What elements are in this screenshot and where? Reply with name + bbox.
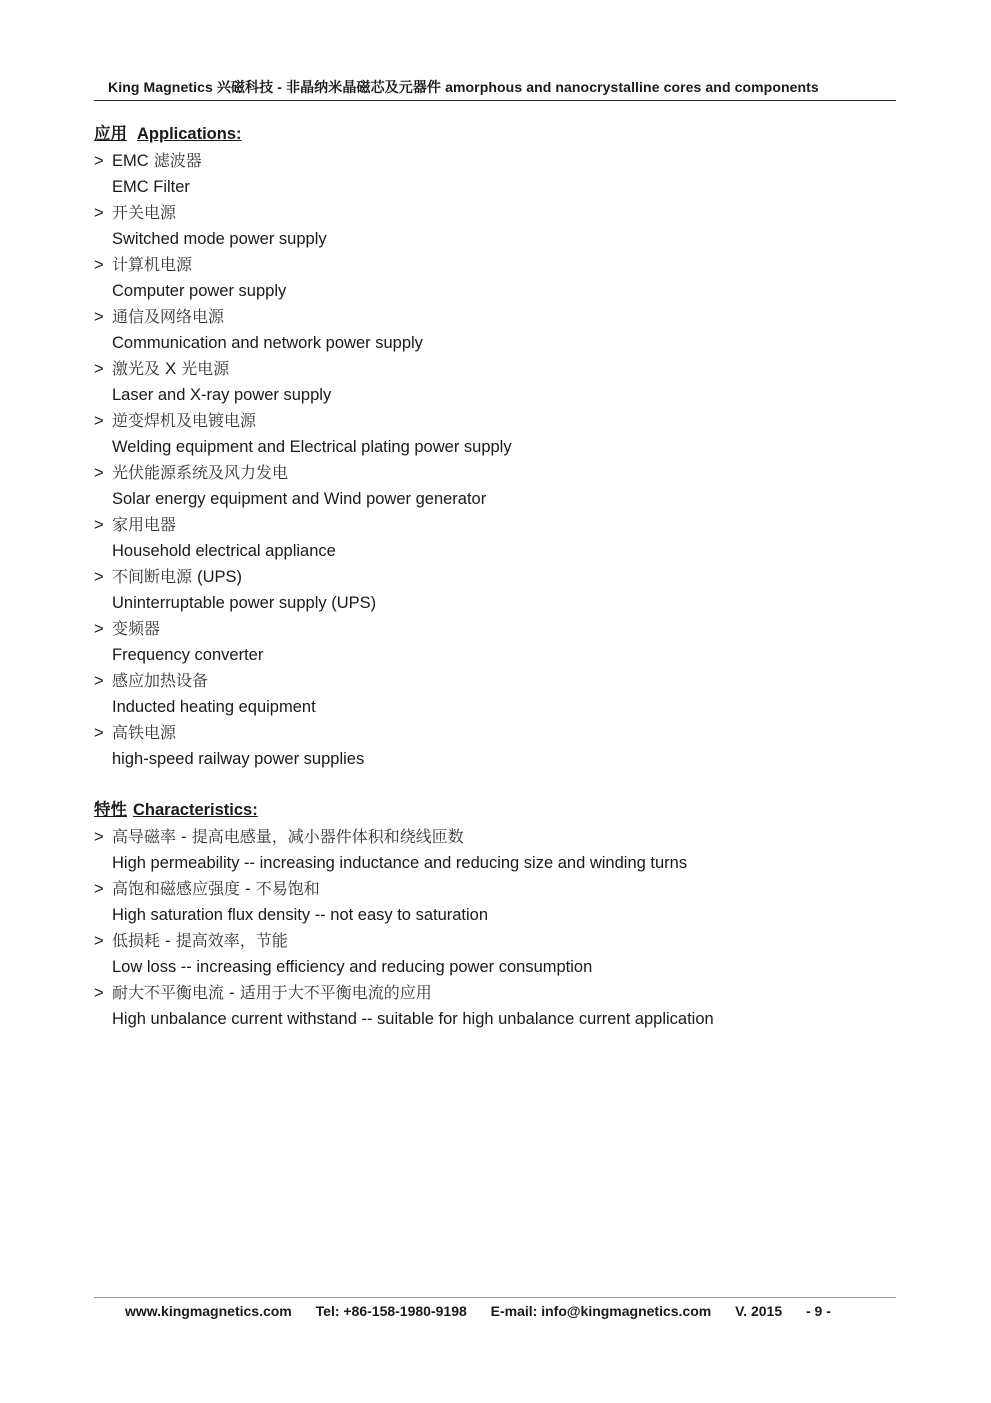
footer-email: E-mail: info@kingmagnetics.com bbox=[490, 1303, 712, 1319]
footer-page-number: - 9 - bbox=[806, 1303, 831, 1319]
item-zh-line bbox=[94, 356, 894, 382]
item-zh-text: 计算机电源 bbox=[112, 255, 193, 274]
item-en-text: Inducted heating equipment bbox=[112, 698, 316, 716]
bullet-marker: > bbox=[94, 828, 104, 846]
list-item bbox=[94, 824, 894, 876]
item-zh-text: 逆变焊机及电镀电源 bbox=[112, 411, 257, 430]
item-en-text: Laser and X-ray power supply bbox=[112, 386, 332, 404]
item-zh-text: 变频器 bbox=[112, 619, 161, 638]
section-gap bbox=[94, 772, 894, 798]
item-zh-line bbox=[94, 980, 894, 1006]
characteristics-heading-zh: 特性 bbox=[94, 800, 127, 819]
header-title: King Magnetics 兴磁科技 - 非晶纳米晶磁芯及元器件 amorphous and nanocrystalline cores and components bbox=[108, 79, 819, 95]
item-zh-text: 低损耗 bbox=[112, 931, 161, 950]
item-zh-text: 高铁电源 bbox=[112, 723, 177, 742]
applications-heading-en: Applications: bbox=[137, 125, 242, 143]
item-en-text: High permeability -- increasing inductance and reducing size and winding turns bbox=[112, 854, 688, 872]
bullet-marker: > bbox=[94, 152, 104, 170]
item-en-text: high-speed railway power supplies bbox=[112, 750, 365, 768]
bullet-marker: > bbox=[94, 464, 104, 482]
bullet-marker: > bbox=[94, 308, 104, 326]
applications-heading bbox=[94, 122, 894, 148]
item-zh-text: 通信及网络电源 bbox=[112, 307, 225, 326]
list-item bbox=[94, 200, 894, 252]
item-en-text: Frequency converter bbox=[112, 646, 264, 664]
item-en-text: Communication and network power supply bbox=[112, 334, 423, 352]
item-zh-text: 光伏能源系统及风力发电 bbox=[112, 463, 289, 482]
item-zh-text: 开关电源 bbox=[112, 203, 177, 222]
page-header bbox=[94, 76, 896, 101]
bullet-marker: > bbox=[94, 516, 104, 534]
item-zh-text-after: 适用于大不平衡电流的应用 bbox=[239, 983, 432, 1002]
list-item bbox=[94, 356, 894, 408]
list-item bbox=[94, 148, 894, 200]
footer-website: www.kingmagnetics.com bbox=[125, 1303, 292, 1319]
item-zh-text: 耐大不平衡电流 bbox=[112, 983, 225, 1002]
item-zh-text: 高饱和磁感应强度 bbox=[112, 879, 241, 898]
item-zh-line bbox=[94, 824, 894, 850]
item-zh-line bbox=[94, 304, 894, 330]
item-en-text: Solar energy equipment and Wind power generator bbox=[112, 490, 487, 508]
item-separator: - bbox=[181, 828, 187, 846]
item-en-text: Switched mode power supply bbox=[112, 230, 327, 248]
item-zh-text: 家用电器 bbox=[112, 515, 177, 534]
bullet-marker: > bbox=[94, 256, 104, 274]
item-en-text: Welding equipment and Electrical plating power supply bbox=[112, 438, 512, 456]
item-zh-line bbox=[94, 616, 894, 642]
list-item bbox=[94, 928, 894, 980]
item-separator: - bbox=[229, 984, 235, 1002]
page-content bbox=[94, 122, 894, 1032]
item-zh-line bbox=[94, 460, 894, 486]
item-zh-text-after: 提高效率，节能 bbox=[175, 931, 288, 950]
item-zh-text: 不间断电源 bbox=[112, 567, 193, 586]
list-item bbox=[94, 564, 894, 616]
item-zh-line bbox=[94, 928, 894, 954]
characteristics-heading bbox=[94, 798, 894, 824]
applications-heading-zh: 应用 bbox=[94, 124, 127, 143]
item-en-text: Uninterruptable power supply (UPS) bbox=[112, 594, 377, 612]
bullet-marker: > bbox=[94, 880, 104, 898]
bullet-marker: > bbox=[94, 724, 104, 742]
list-item bbox=[94, 980, 894, 1032]
item-zh-line bbox=[94, 564, 894, 590]
item-en-text: High unbalance current withstand -- suitable for high unbalance current application bbox=[112, 1010, 714, 1028]
item-zh-text-after: 提高电感量，减小器件体积和绕线匝数 bbox=[191, 827, 464, 846]
list-item bbox=[94, 668, 894, 720]
item-zh-line bbox=[94, 200, 894, 226]
footer-version: V. 2015 bbox=[735, 1303, 783, 1319]
item-latin-text: EMC bbox=[112, 152, 149, 170]
item-zh-text: 感应加热设备 bbox=[112, 671, 209, 690]
footer-text bbox=[125, 1303, 831, 1319]
item-zh-text-after: 滤波器 bbox=[153, 151, 202, 170]
item-en-text: Low loss -- increasing efficiency and reducing power consumption bbox=[112, 958, 593, 976]
item-en-text: Computer power supply bbox=[112, 282, 287, 300]
footer-tel: Tel: +86-158-1980-9198 bbox=[315, 1303, 467, 1319]
item-zh-text: 激光及 bbox=[112, 359, 161, 378]
applications-list bbox=[94, 148, 894, 772]
bullet-marker: > bbox=[94, 672, 104, 690]
item-zh-line bbox=[94, 668, 894, 694]
item-en-text: Household electrical appliance bbox=[112, 542, 336, 560]
bullet-marker: > bbox=[94, 204, 104, 222]
item-zh-line bbox=[94, 148, 894, 174]
item-zh-text-after: 不易饱和 bbox=[255, 879, 320, 898]
list-item bbox=[94, 408, 894, 460]
page-footer bbox=[94, 1297, 896, 1328]
item-zh-text: 高导磁率 bbox=[112, 827, 177, 846]
item-en-text: EMC Filter bbox=[112, 178, 190, 196]
item-zh-line bbox=[94, 876, 894, 902]
list-item bbox=[94, 304, 894, 356]
list-item bbox=[94, 512, 894, 564]
list-item bbox=[94, 252, 894, 304]
list-item bbox=[94, 460, 894, 512]
bullet-marker: > bbox=[94, 412, 104, 430]
item-separator: - bbox=[245, 880, 251, 898]
item-separator: - bbox=[165, 932, 171, 950]
item-zh-text-after: 光电源 bbox=[181, 359, 230, 378]
item-zh-line bbox=[94, 512, 894, 538]
bullet-marker: > bbox=[94, 620, 104, 638]
list-item bbox=[94, 616, 894, 668]
item-en-text: High saturation flux density -- not easy to saturation bbox=[112, 906, 489, 924]
bullet-marker: > bbox=[94, 568, 104, 586]
list-item bbox=[94, 720, 894, 772]
bullet-marker: > bbox=[94, 984, 104, 1002]
item-zh-line bbox=[94, 252, 894, 278]
item-latin-text: X bbox=[165, 360, 177, 378]
list-item bbox=[94, 876, 894, 928]
item-latin-text: (UPS) bbox=[197, 568, 243, 586]
bullet-marker: > bbox=[94, 932, 104, 950]
characteristics-list bbox=[94, 824, 894, 1032]
characteristics-heading-en: Characteristics: bbox=[133, 801, 258, 819]
item-zh-line bbox=[94, 408, 894, 434]
bullet-marker: > bbox=[94, 360, 104, 378]
item-zh-line bbox=[94, 720, 894, 746]
